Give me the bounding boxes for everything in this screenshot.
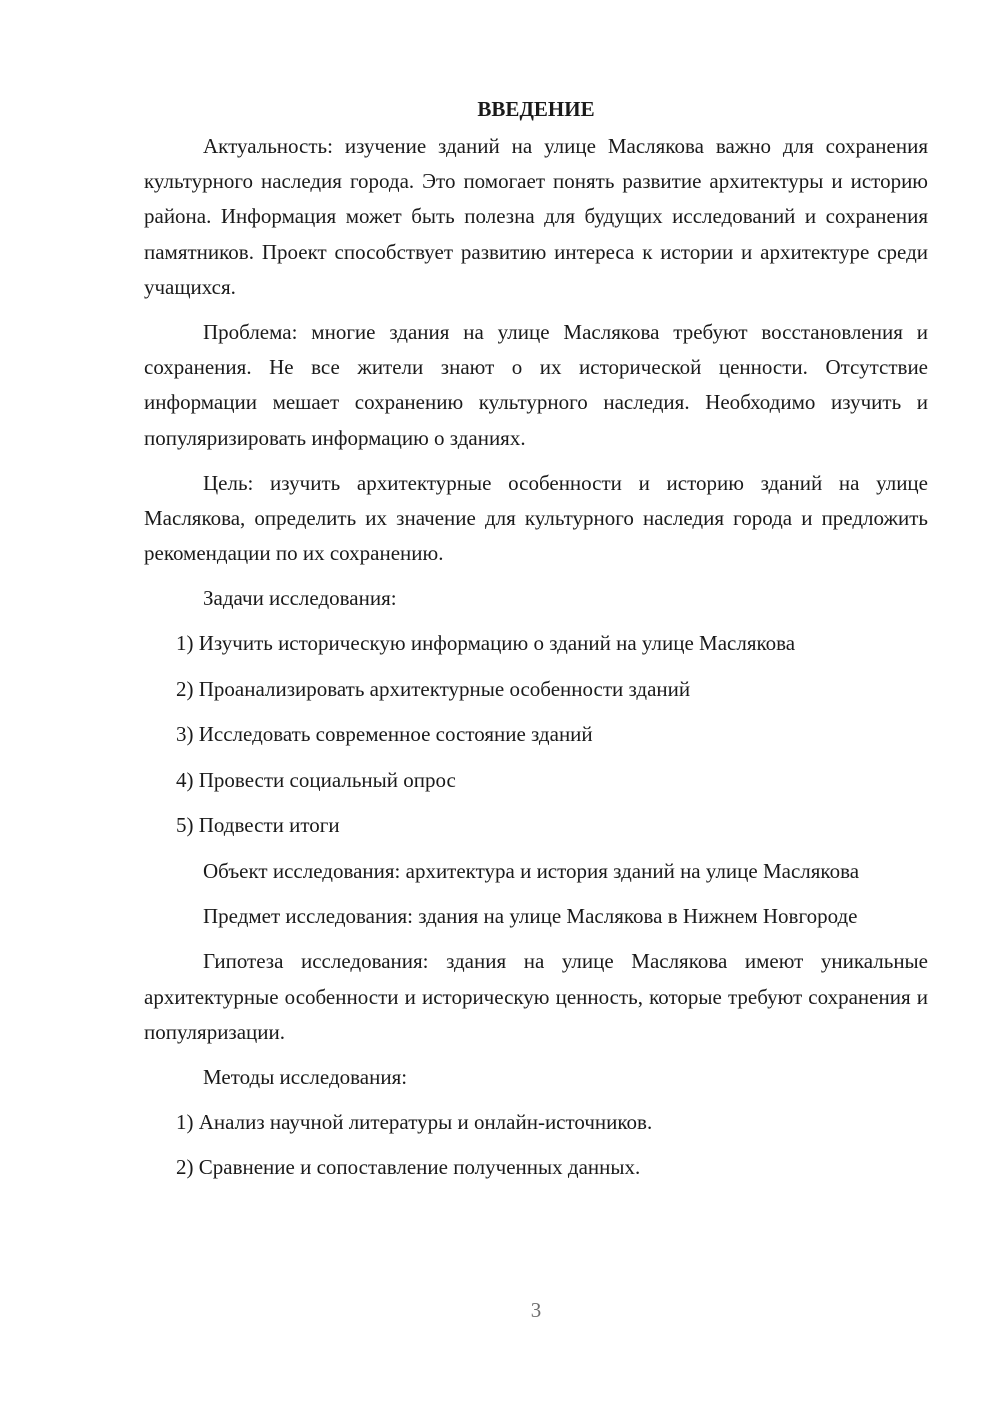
tasks-list [144, 626, 928, 843]
method-item-1: 1) Анализ научной литературы и онлайн-источников. [176, 1109, 653, 1134]
task-item-4: 4) Провести социальный опрос [176, 767, 456, 792]
page-content [144, 92, 928, 1196]
task-item-2: 2) Проанализировать архитектурные особенности зданий [176, 676, 691, 701]
task-item-3: 3) Исследовать современное состояние зданий [176, 722, 593, 747]
task-item-1: 1) Изучить историческую информацию о зданий на улице Маслякова [176, 631, 796, 656]
method-item-2: 2) Сравнение и сопоставление полученных данных. [176, 1155, 641, 1180]
hypothesis-paragraph: Гипотеза исследования: здания на улице Маслякова имеют уникальные архитектурные особенности и историческую ценность, которые требуют сохранения и популяризации. [144, 949, 928, 1044]
tasks-heading: Задачи исследования: [203, 586, 397, 611]
problem-paragraph: Проблема: многие здания на улице Маслякова требуют восстановления и сохранения. Не все жители знают о их исторической ценности. Отсутствие информации мешает сохранению культурного наследия. Необходимо изучить и популяризировать информацию о зданиях. [144, 320, 928, 450]
object-paragraph: Объект исследования: архитектура и история зданий на улице Маслякова [203, 858, 860, 883]
task-item-5: 5) Подвести итоги [176, 813, 340, 838]
methods-list [144, 1105, 928, 1186]
relevance-paragraph: Актуальность: изучение зданий на улице Маслякова важно для сохранения культурного наследия города. Это помогает понять развитие архитектуры и историю района. Информация может быть полезна для будущих исследований и сохранения памятников. Проект способствует развитию интереса к истории и архитектуре среди учащихся. [144, 134, 928, 299]
subject-paragraph: Предмет исследования: здания на улице Маслякова в Нижнем Новгороде [203, 904, 858, 929]
methods-heading: Методы исследования: [203, 1064, 408, 1089]
page-number: 3 [530, 1298, 542, 1322]
section-title: ВВЕДЕНИЕ [477, 97, 595, 121]
goal-paragraph: Цель: изучить архитектурные особенности и историю зданий на улице Маслякова, определить их значение для культурного наследия города и предложить рекомендации по их сохранению. [144, 470, 928, 566]
